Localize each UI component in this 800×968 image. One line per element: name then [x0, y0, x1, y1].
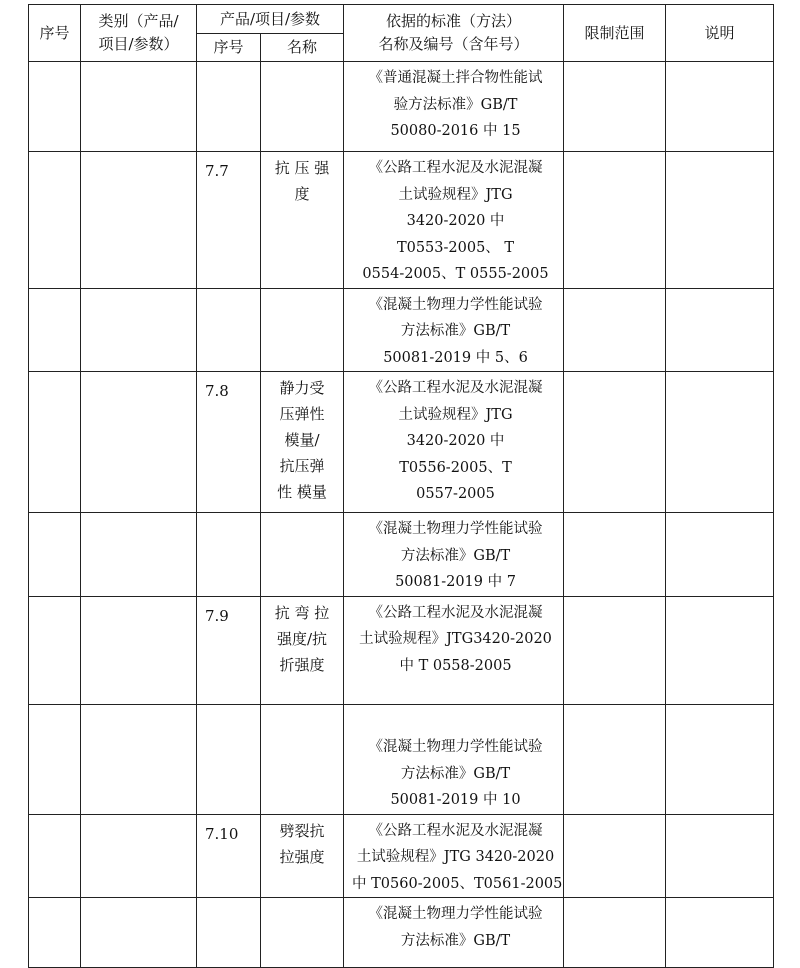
cell-note [666, 152, 774, 289]
header-seq: 序号 [29, 5, 81, 62]
cell-seq [29, 62, 81, 152]
standard-line: T0556-2005、T [399, 459, 512, 476]
standard-line: 土试验规程》JTG 3420-2020 [356, 849, 555, 865]
cell-sub-name [261, 596, 344, 704]
standard-line [352, 708, 559, 735]
standard-line: 《混凝土物理力学性能试验 [368, 906, 543, 922]
name-line: 拉强度 [279, 847, 325, 866]
cell-limit [564, 152, 666, 289]
table-row [29, 814, 774, 898]
cell-sub-seq [197, 513, 261, 597]
standard-line: 土试验规程》JTG [398, 406, 513, 423]
cell-standard [344, 288, 564, 372]
name-line: 度 [294, 185, 310, 203]
standard-line: 50080-2016 中 15 [390, 123, 521, 139]
cell-standard [344, 814, 564, 898]
standard-line: 方法标准》GB/T [400, 765, 511, 782]
standard-line: 《混凝土物理力学性能试验 [368, 739, 543, 755]
cell-standard [344, 62, 564, 152]
table-row [29, 704, 774, 814]
standard-line: 《普通混凝土拌合物性能试 [368, 70, 543, 86]
standard-line: 50081-2019 中 7 [395, 574, 516, 590]
cell-sub-seq [197, 288, 261, 372]
cell-note [666, 814, 774, 898]
standard-line: 50081-2019 中 10 [390, 792, 521, 808]
standards-table [28, 4, 774, 968]
cell-category [81, 288, 197, 372]
cell-limit [564, 372, 666, 513]
cell-limit [564, 596, 666, 704]
cell-seq [29, 814, 81, 898]
cell-category [81, 152, 197, 289]
name-line: 抗 压 强 [274, 159, 330, 177]
cell-sub-name [261, 62, 344, 152]
header-sub-name: 名称 [261, 34, 344, 62]
cell-sub-seq: 7.9 [197, 596, 261, 704]
standards-table-page [28, 4, 773, 968]
standard-line: 《公路工程水泥及水泥混凝 [368, 380, 543, 396]
cell-limit [564, 288, 666, 372]
standard-line: 0557-2005 [416, 486, 495, 502]
table-row [29, 288, 774, 372]
cell-seq [29, 288, 81, 372]
cell-seq [29, 704, 81, 814]
cell-seq [29, 152, 81, 289]
standard-line: 方法标准》GB/T [400, 547, 511, 564]
cell-limit [564, 704, 666, 814]
standard-line: 验方法标准》GB/T [393, 96, 518, 113]
cell-note [666, 372, 774, 513]
cell-standard [344, 152, 564, 289]
cell-category [81, 513, 197, 597]
cell-limit [564, 513, 666, 597]
name-line: 性 模量 [277, 483, 327, 501]
name-line: 抗压弹 [279, 457, 325, 475]
cell-category [81, 62, 197, 152]
standard-line: 中 T0560-2005、T0561-2005 [352, 875, 563, 892]
header-category: 类别（产品/ 项目/参数） [81, 5, 197, 62]
cell-note [666, 62, 774, 152]
cell-standard [344, 513, 564, 597]
cell-sub-name [261, 513, 344, 597]
header-sub-seq: 序号 [197, 34, 261, 62]
standard-line: 土试验规程》JTG3420-2020 [359, 631, 552, 647]
standard-line: 《混凝土物理力学性能试验 [368, 296, 543, 313]
cell-sub-seq [197, 704, 261, 814]
cell-sub-name [261, 152, 344, 289]
cell-sub-seq: 7.10 [197, 814, 261, 898]
header-product-group: 产品/项目/参数 [197, 5, 344, 34]
table-row [29, 596, 774, 704]
standard-line: 50081-2019 中 5、6 [383, 349, 528, 366]
cell-sub-name [261, 288, 344, 372]
cell-sub-name [261, 814, 344, 898]
table-row [29, 152, 774, 289]
standard-line: 《混凝土物理力学性能试验 [368, 521, 543, 537]
name-line: 劈裂抗 [279, 821, 325, 840]
name-line: 模量/ [284, 431, 320, 449]
cell-standard [344, 596, 564, 704]
standard-line: 《公路工程水泥及水泥混凝 [368, 604, 543, 621]
standard-line: 土试验规程》JTG [398, 186, 513, 203]
standard-line: 《公路工程水泥及水泥混凝 [368, 160, 543, 176]
name-line: 折强度 [279, 655, 325, 674]
cell-seq [29, 513, 81, 597]
standard-line: T0553-2005、 T [396, 239, 515, 256]
cell-sub-seq: 7.8 [197, 372, 261, 513]
cell-note [666, 704, 774, 814]
cell-limit [564, 814, 666, 898]
standard-line: 3420-2020 中 [406, 433, 505, 449]
table-row [29, 513, 774, 597]
table-row [29, 372, 774, 513]
standard-line: 0554-2005、T 0555-2005 [362, 266, 549, 282]
cell-sub-name [261, 372, 344, 513]
cell-category [81, 596, 197, 704]
standard-line: 方法标准》GB/T [400, 323, 511, 339]
standard-line: 3420-2020 中 [406, 213, 505, 229]
name-line: 抗 弯 拉 [274, 603, 330, 622]
standard-line: 《公路工程水泥及水泥混凝 [368, 822, 543, 839]
name-line: 强度/抗 [276, 629, 328, 648]
cell-category [81, 704, 197, 814]
cell-limit [564, 62, 666, 152]
cell-note [666, 513, 774, 597]
cell-seq [29, 596, 81, 704]
cell-seq [29, 372, 81, 513]
cell-standard [344, 704, 564, 814]
name-line: 压弹性 [279, 405, 325, 423]
cell-standard [344, 372, 564, 513]
table-row [29, 62, 774, 152]
cell-sub-seq [197, 62, 261, 152]
standard-line: 方法标准》GB/T [400, 932, 511, 949]
header-note: 说明 [666, 5, 774, 62]
name-line: 静力受 [279, 379, 325, 397]
cell-note [666, 288, 774, 372]
standard-line: 中 T 0558-2005 [399, 657, 512, 674]
header-limit: 限制范围 [564, 5, 666, 62]
cell-category [81, 372, 197, 513]
table-body [29, 62, 774, 968]
table-header [29, 5, 774, 62]
cell-sub-seq: 7.7 [197, 152, 261, 289]
cell-category [81, 814, 197, 898]
header-standard: 依据的标准（方法） 名称及编号（含年号） [344, 5, 564, 62]
cell-sub-name [261, 704, 344, 814]
cell-note [666, 596, 774, 704]
